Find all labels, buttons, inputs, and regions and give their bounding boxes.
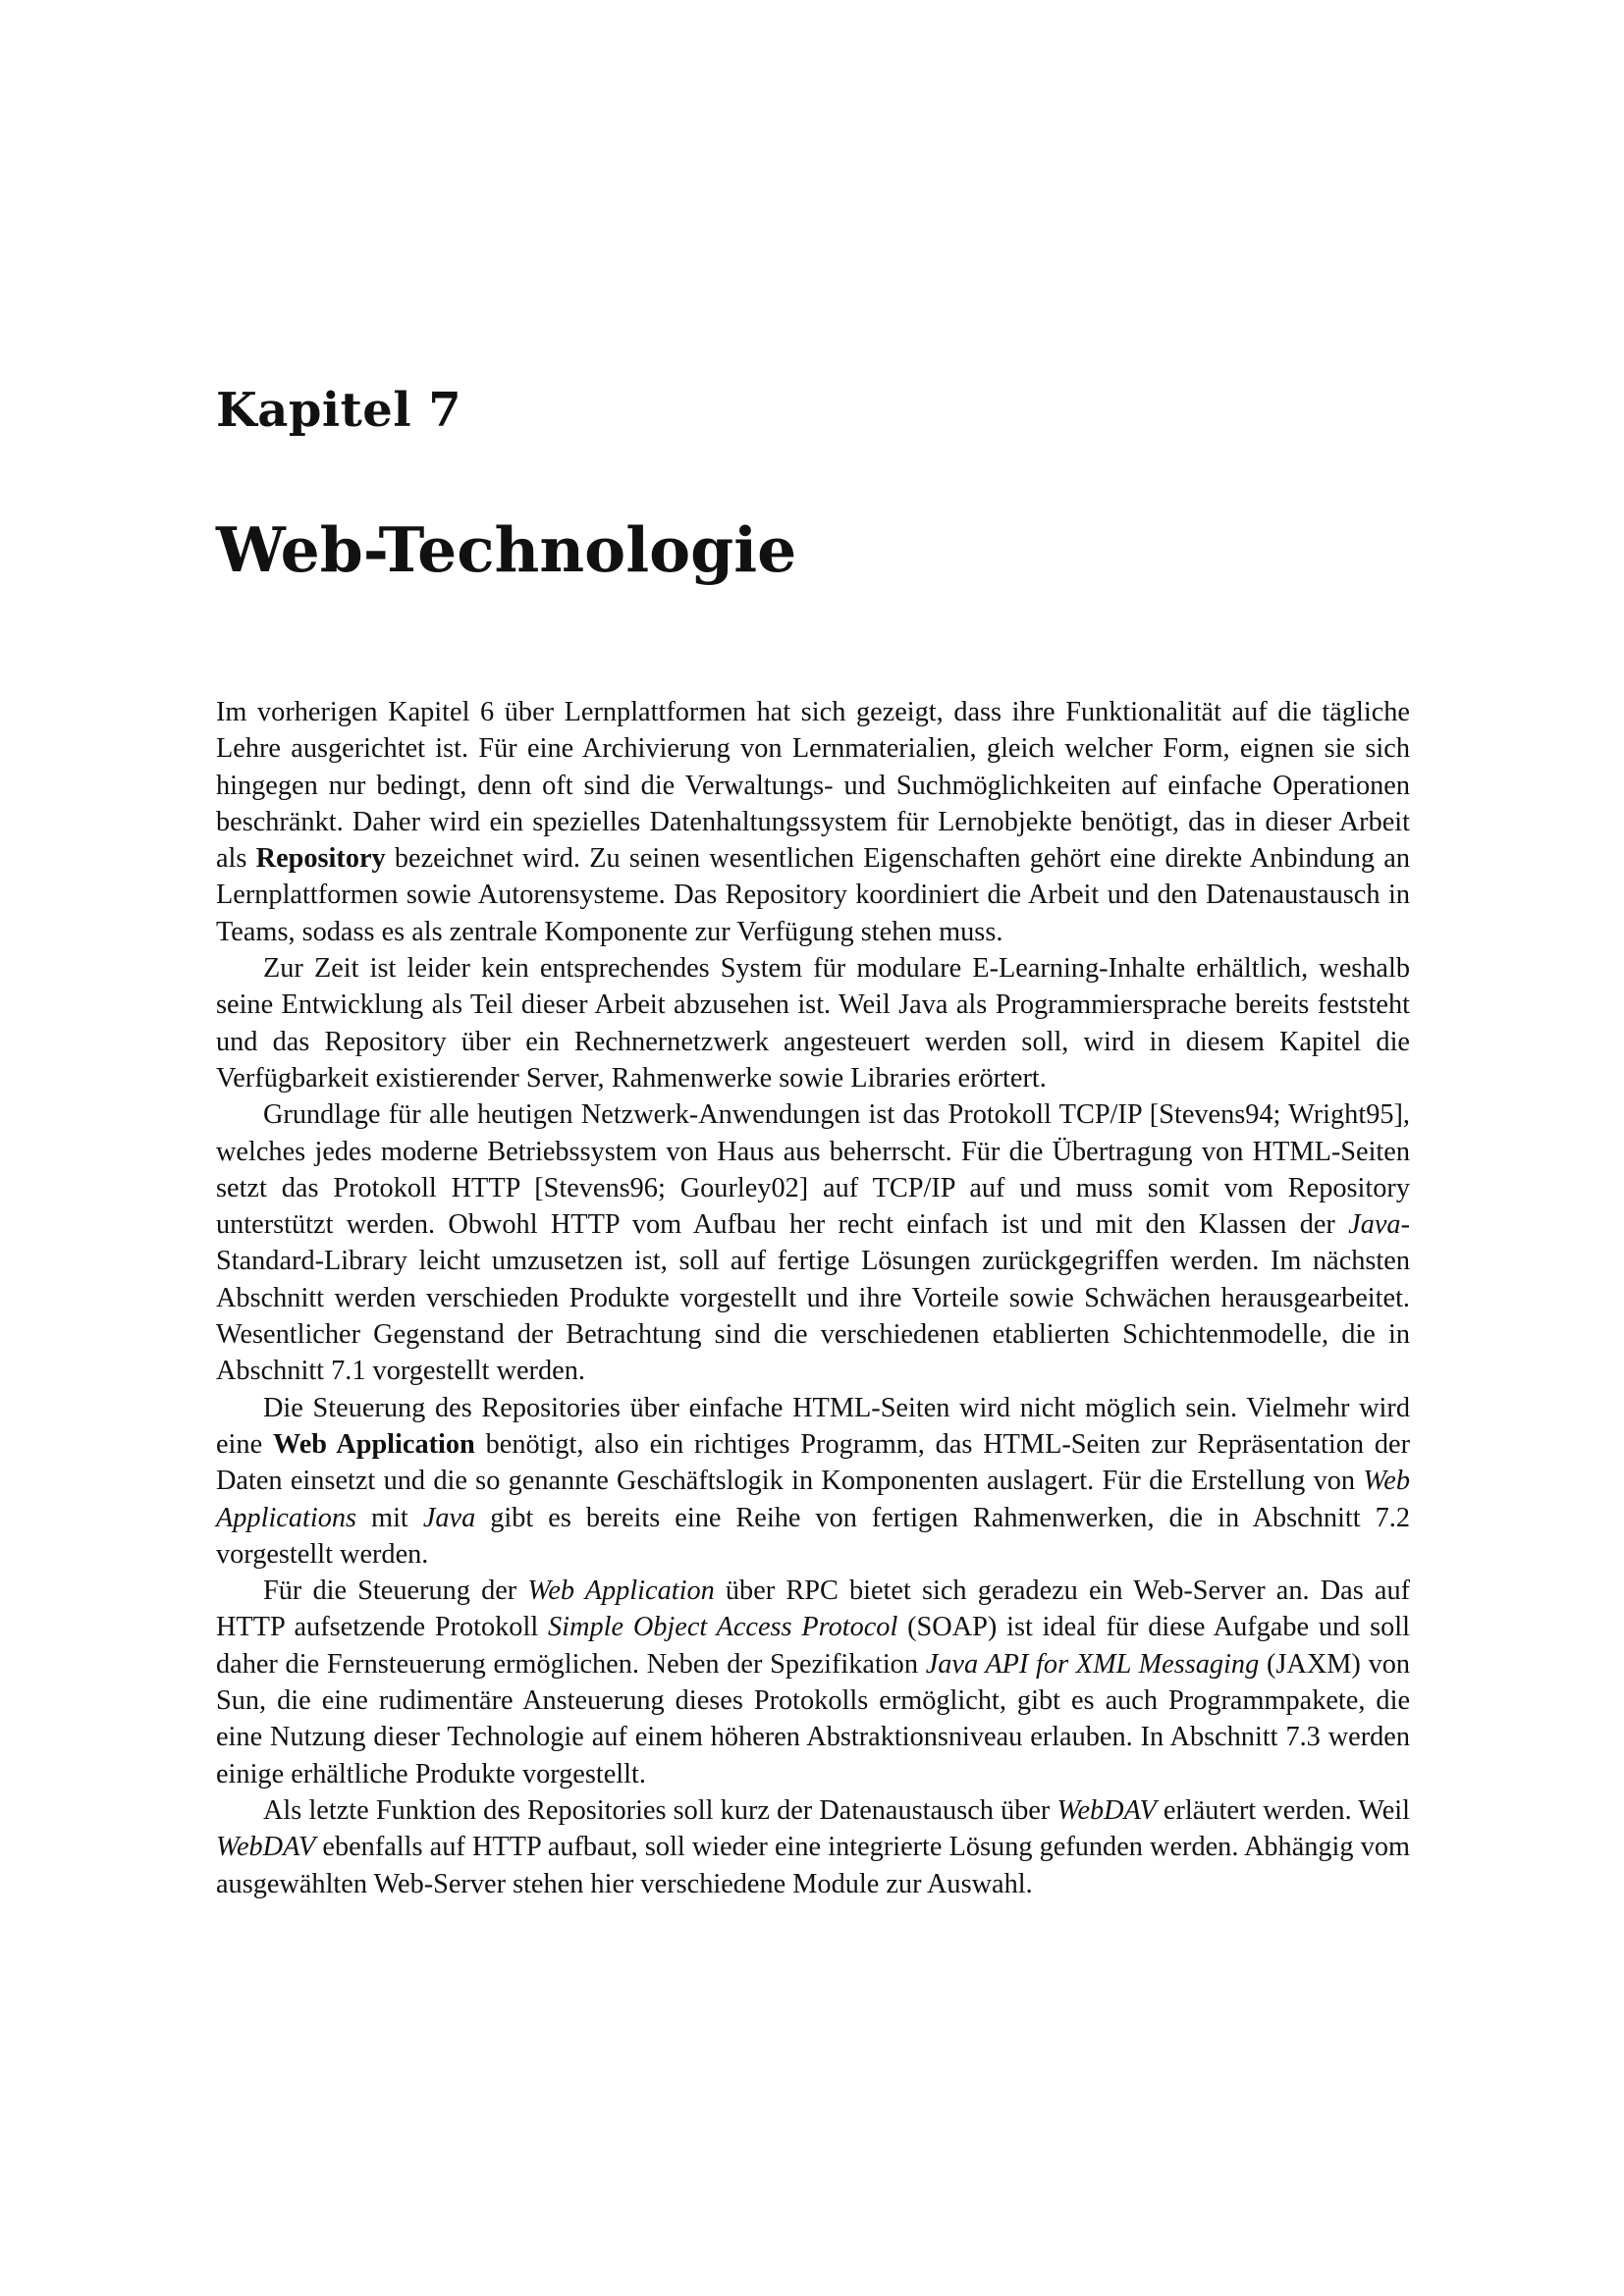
document-page xyxy=(216,0,1410,2296)
chapter-body xyxy=(216,694,1410,1902)
paragraph-soap xyxy=(216,1573,1410,1792)
bold-term-repository: Repository xyxy=(255,843,386,875)
italic-term-webdav: WebDAV xyxy=(216,1832,316,1863)
paragraph-text: bezeichnet wird. Zu seinen wesentlichen Eigenschaften gehört eine direkte Anbindung an Lernplattformen sowie Autorensysteme. Das Repository koordiniert die Arbeit und den Datenaustausch in Teams, sodass es als zentrale Komponente zur Verfügung stehen muss. xyxy=(216,843,1410,947)
italic-term-web-applications: Web Applications xyxy=(216,1466,1410,1533)
paragraph-text: mit xyxy=(356,1502,423,1533)
paragraph-text: (SOAP) ist ideal für diese Aufgabe und soll daher die Fernsteuerung ermöglichen. Neben der Spezifikation xyxy=(216,1612,1410,1680)
italic-term-jaxm: Java API for XML Messaging xyxy=(925,1648,1260,1680)
italic-term-webdav: WebDAV xyxy=(1056,1794,1157,1826)
paragraph-intro xyxy=(216,694,1410,950)
paragraph-text: Als letzte Funktion des Repositories soll kurz der Datenaustausch über xyxy=(263,1794,1057,1826)
chapter-title: Web-Technologie xyxy=(216,513,797,586)
paragraph-protocols xyxy=(216,1096,1410,1389)
paragraph-web-application xyxy=(216,1390,1410,1573)
paragraph-text: (JAXM) von Sun, die eine rudimentäre Ansteuerung dieses Protokolls ermöglicht, gibt es auch Programmpakete, die eine Nutzung dieser Technologie auf einem höheren Abstraktionsniveau erlauben. In Abschnitt 7.3 werden einige erhältliche Produkte vorgestellt. xyxy=(216,1648,1411,1789)
italic-term-web-application: Web Application xyxy=(527,1575,715,1607)
paragraph-text: ebenfalls auf HTTP aufbaut, soll wieder eine integrierte Lösung gefunden werden. Abhängig vom ausgewählten Web-Server stehen hier verschiedene Module zur Auswahl. xyxy=(216,1832,1410,1899)
paragraph-text: benötigt, also ein richtiges Programm, das HTML-Seiten zur Repräsentation der Daten einsetzt und die so genannte Geschäftslogik in Komponenten auslagert. Für die Erstellung von xyxy=(216,1428,1410,1497)
chapter-label: Kapitel 7 xyxy=(216,383,462,438)
paragraph-text: erläutert werden. Weil xyxy=(1156,1794,1410,1826)
paragraph-text: gibt es bereits eine Reihe von fertigen Rahmenwerken, die in Abschnitt 7.2 vorgestellt werden. xyxy=(216,1502,1410,1570)
italic-term-java: Java xyxy=(422,1502,476,1533)
italic-term-java: Java xyxy=(1348,1209,1401,1241)
paragraph-text: Im vorherigen Kapitel 6 über Lernplattformen hat sich gezeigt, dass ihre Funktionalität auf die tägliche Lehre ausgerichtet ist. Für eine Archivierung von Lernmaterialien, gleich welcher Form, eignen sie sich hingegen nur bedingt, denn oft sind die Verwaltungs- und Suchmöglichkeiten auf einfache Operationen beschränkt. Daher wird ein spezielles Datenhaltungssystem für Lernobjekte benötigt, das in dieser Arbeit als xyxy=(216,697,1410,875)
paragraph-availability xyxy=(216,950,1410,1096)
italic-term-soap: Simple Object Access Protocol xyxy=(548,1612,898,1643)
paragraph-text: -Standard-Library leicht umzusetzen ist, soll auf fertige Lösungen zurückgegriffen werden. Im nächsten Abschnitt werden verschieden Produkte vorgestellt und ihre Vorteile sowie Schwächen herausgearbeitet. Wesentlicher Gegenstand der Betrachtung sind die verschiedenen etablierten Schichtenmodelle, die in Abschnitt 7.1 vorgestellt werden. xyxy=(216,1209,1410,1387)
paragraph-text: Zur Zeit ist leider kein entsprechendes System für modulare E-Learning-Inhalte erhältlich, weshalb seine Entwicklung als Teil dieser Arbeit abzusehen ist. Weil Java als Programmiersprache bereits feststeht und das Repository über ein Rechnernetzwerk angesteuert werden soll, wird in diesem Kapitel die Verfügbarkeit existierender Server, Rahmenwerke sowie Libraries erörtert. xyxy=(216,953,1410,1094)
paragraph-text: Die Steuerung des Repositories über einfache HTML-Seiten wird nicht möglich sein. Vielmehr wird eine xyxy=(216,1392,1410,1460)
paragraph-text: Grundlage für alle heutigen Netzwerk-Anwendungen ist das Protokoll TCP/IP [Stevens94; Wright95], welches jedes moderne Betriebssystem von Haus aus beherrscht. Für die Übertragung von HTML-Seiten setzt das Protokoll HTTP [Stevens96; Gourley02] auf TCP/IP auf und muss somit vom Repository unterstützt werden. Obwohl HTTP vom Aufbau her recht einfach ist und mit den Klassen der xyxy=(216,1099,1410,1241)
paragraph-text: Für die Steuerung der xyxy=(263,1575,528,1607)
paragraph-text: über RPC bietet sich geradezu ein Web-Server an. Das auf HTTP aufsetzende Protokoll xyxy=(216,1575,1411,1643)
bold-term-web-application: Web Application xyxy=(272,1428,475,1460)
paragraph-webdav xyxy=(216,1792,1410,1902)
